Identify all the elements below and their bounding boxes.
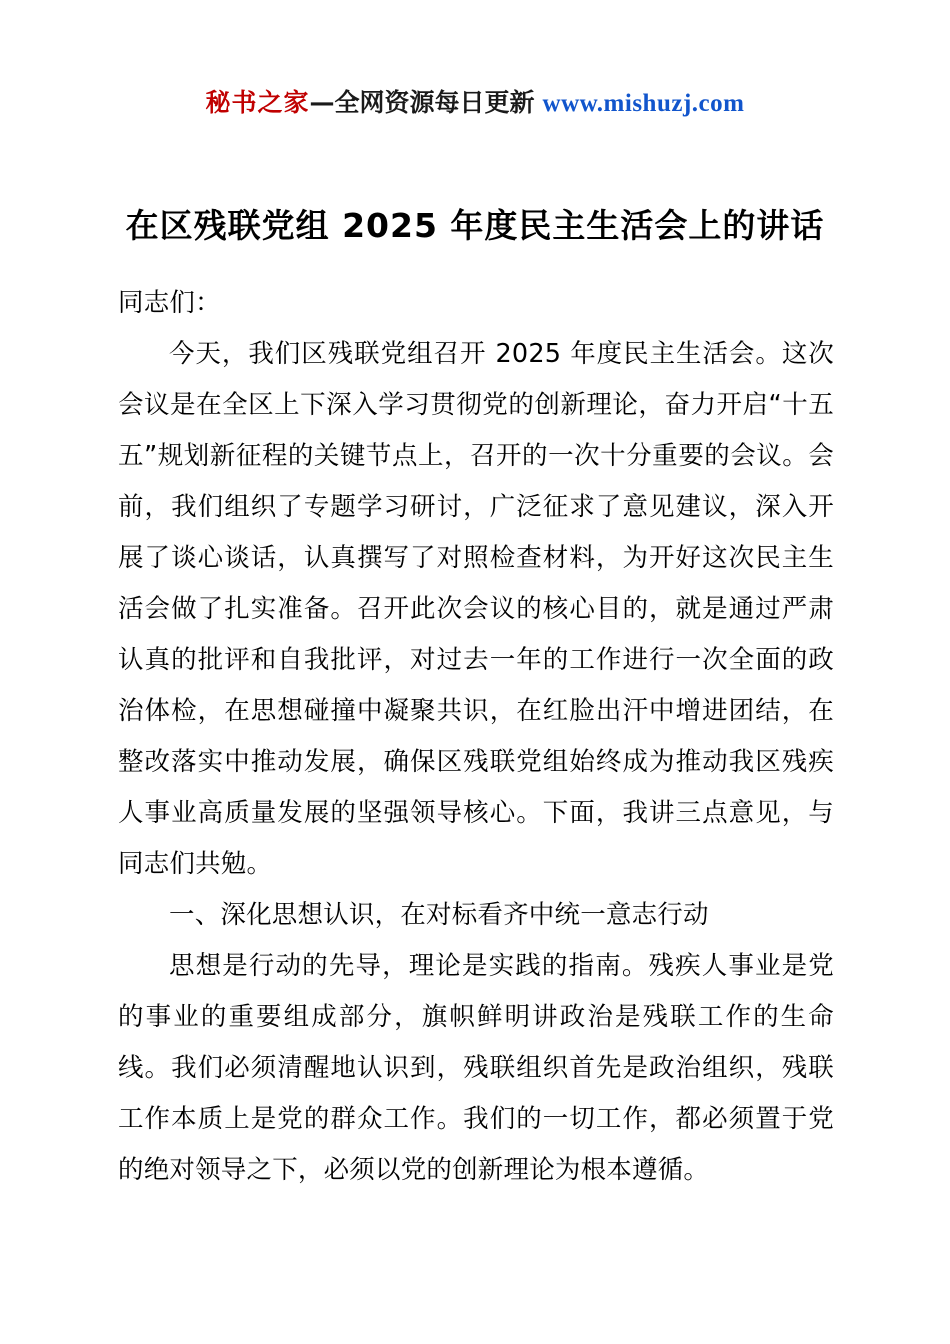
paragraph-section-one-body: 思想是行动的先导，理论是实践的指南。残疾人事业是党的事业的重要组成部分，旗帜鲜明讲政治是残联工作的生命线。我们必须清醒地认识到，残联组织首先是政治组织，残联工作本质上是党的群众工作。我们的一切工作，都必须置于党的绝对领导之下，必须以党的创新理论为根本遵循。: [118, 951, 834, 1185]
page-title: 在区残联党组 2025 年度民主生活会上的讲话: [125, 206, 825, 246]
site-watermark-header: [0, 88, 950, 119]
site-brand-name: 秘书之家: [205, 88, 310, 117]
paragraph-opening: 今天，我们区残联党组召开 2025 年度民主生活会。这次会议是在全区上下深入学习贯彻党的创新理论，奋力开启“十五五”规划新征程的关键节点上，召开的一次十分重要的会议。会前，我们组织了专题学习研讨，广泛征求了意见建议，深入开展了谈心谈话，认真撰写了对照检查材料，为开好这次民主生活会做了扎实准备。召开此次会议的核心目的，就是通过严肃认真的批评和自我批评，对过去一年的工作进行一次全面的政治体检，在思想碰撞中凝聚共识，在红脸出汗中增进团结，在整改落实中推动发展，确保区残联党组始终成为推动我区残疾人事业高质量发展的坚强领导核心。下面，我讲三点意见，与同志们共勉。: [118, 339, 834, 879]
site-tagline: —全网资源每日更新: [309, 88, 535, 117]
section-heading-one: 一、深化思想认识，在对标看齐中统一意志行动: [169, 900, 709, 930]
site-url[interactable]: www.mishuzj.com: [542, 90, 745, 117]
document-body: [118, 278, 834, 1196]
paragraph-salutation: 同志们：: [118, 288, 221, 318]
